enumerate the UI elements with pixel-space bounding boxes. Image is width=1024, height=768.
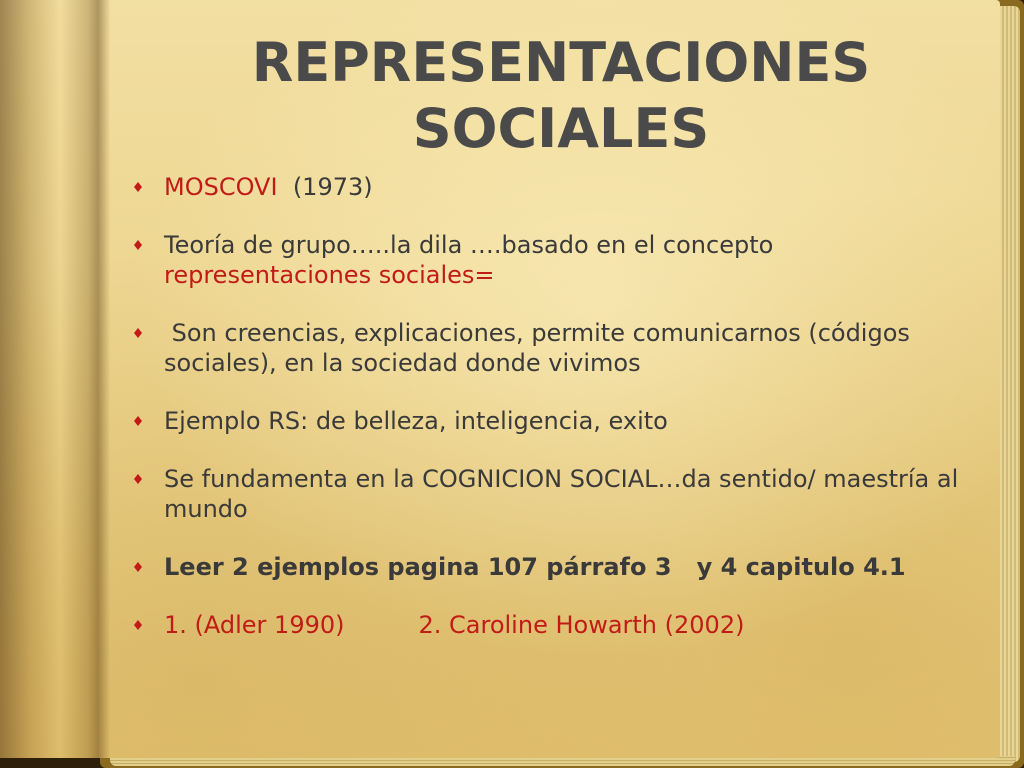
diamond-bullet-icon — [134, 182, 142, 192]
bullet-text-author: MOSCOVI — [164, 173, 278, 201]
diamond-bullet-icon — [134, 416, 142, 426]
diamond-bullet-icon — [134, 474, 142, 484]
slide-title-line2: SOCIALES — [412, 97, 710, 160]
bullet-list — [130, 172, 980, 640]
bullet-item — [130, 610, 980, 640]
bullet-text-reference-1: 1. (Adler 1990) — [164, 611, 345, 639]
bullet-text-reference-2: 2. Caroline Howarth (2002) — [418, 611, 745, 639]
bullet-text-year: (1973) — [277, 173, 373, 201]
diamond-bullet-icon — [134, 328, 142, 338]
bullet-text: Son creencias, explicaciones, permite comunicarnos (códigos sociales), en la sociedad donde vivimos — [164, 319, 918, 377]
slide-title-line1: REPRESENTACIONES — [251, 31, 871, 94]
diamond-bullet-icon — [134, 240, 142, 250]
bullet-text-reading: Leer 2 ejemplos pagina 107 párrafo 3 y 4 capitulo 4.1 — [164, 553, 906, 581]
bullet-item — [130, 406, 980, 436]
bullet-item — [130, 318, 980, 378]
bullet-item — [130, 552, 980, 582]
bullet-item — [130, 464, 980, 524]
bullet-item — [130, 230, 980, 290]
slide-title — [130, 30, 980, 162]
slide-content — [130, 30, 980, 730]
diamond-bullet-icon — [134, 620, 142, 630]
bullet-text: Teoría de grupo…..la dila ….basado en el concepto — [164, 231, 774, 259]
bullet-text-highlight: representaciones sociales= — [164, 261, 495, 289]
bullet-text: Se fundamenta en la COGNICION SOCIAL…da sentido/ maestría al mundo — [164, 465, 959, 523]
book-spine — [0, 0, 110, 758]
bullet-text: Ejemplo RS: de belleza, inteligencia, exito — [164, 407, 668, 435]
bullet-item — [130, 172, 980, 202]
diamond-bullet-icon — [134, 562, 142, 572]
